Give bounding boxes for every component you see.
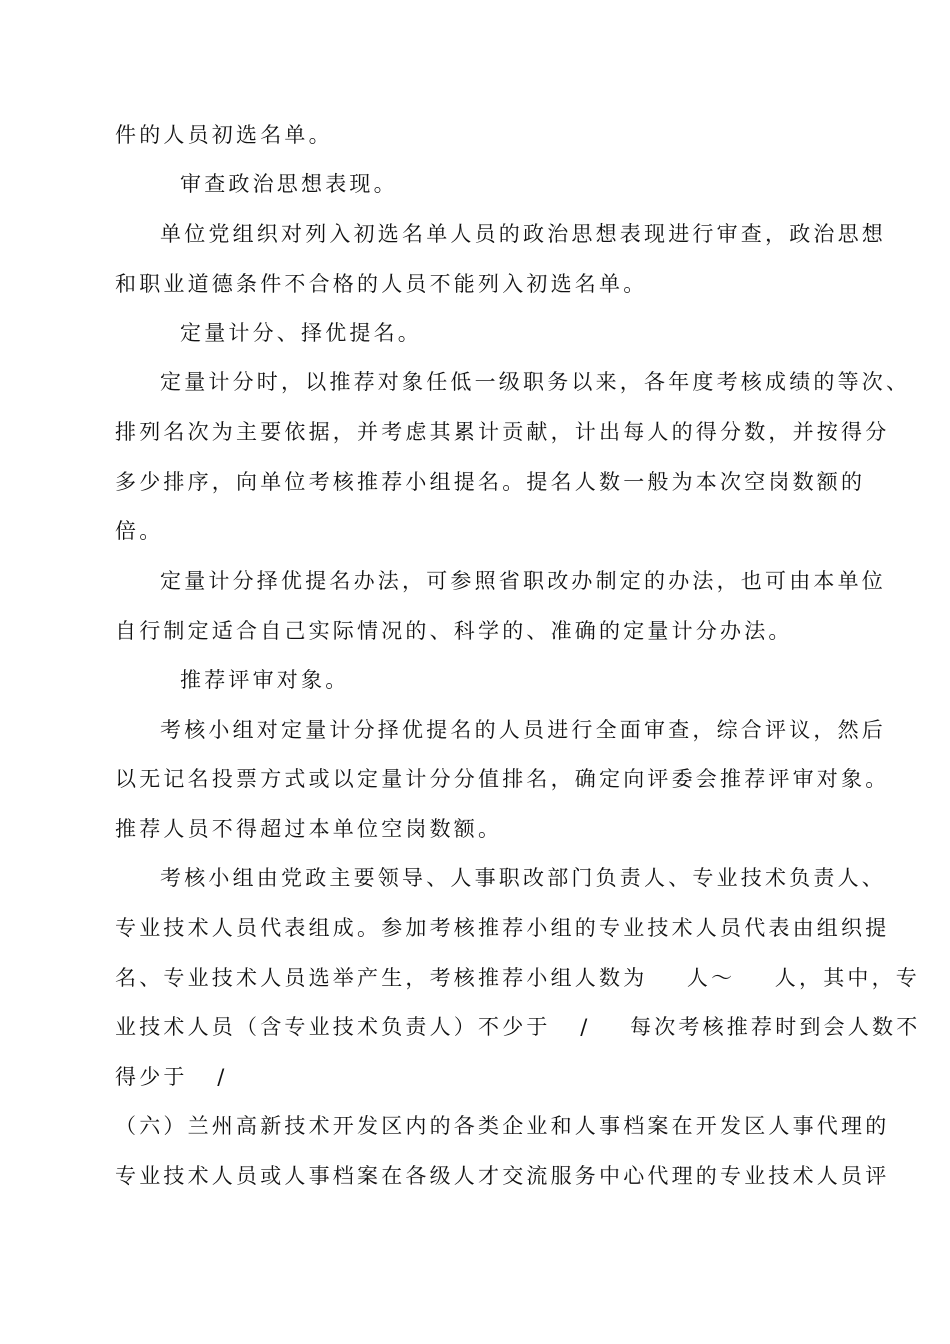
section-heading: 审查政治思想表现。 (180, 172, 398, 196)
text-line: 业技术人员（含专业技术负责人）不少于 / 每次考核推荐时到会人数不 (115, 1015, 921, 1039)
text-line: 自行制定适合自己实际情况的、科学的、准确的定量计分办法。 (115, 619, 793, 643)
section-heading: 推荐评审对象。 (180, 668, 350, 692)
text-line: 和职业道德条件不合格的人员不能列入初选名单。 (115, 272, 648, 296)
text-line: 专业技术人员代表组成。参加考核推荐小组的专业技术人员代表由组织提 (115, 916, 890, 940)
text-line: 排列名次为主要依据，并考虑其累计贡献，计出每人的得分数，并按得分 (115, 420, 890, 444)
text-line: 考核小组对定量计分择优提名的人员进行全面审查，综合评议，然后 (160, 718, 886, 742)
text-line: 得少于 / (115, 1065, 228, 1089)
text-line: 多少排序，向单位考核推荐小组提名。提名人数一般为本次空岗数额的 (115, 470, 866, 494)
text-line: 定量计分时，以推荐对象任低一级职务以来，各年度考核成绩的等次、 (160, 370, 911, 394)
text-line: 件的人员初选名单。 (115, 123, 333, 147)
text-line: （六）兰州高新技术开发区内的各类企业和人事档案在开发区人事代理的 (115, 1114, 890, 1138)
text-line: 倍。 (115, 519, 164, 543)
text-line: 推荐人员不得超过本单位空岗数额。 (115, 817, 503, 841)
text-line: 考核小组由党政主要领导、人事职改部门负责人、专业技术负责人、 (160, 866, 886, 890)
section-heading: 定量计分、择优提名。 (180, 321, 422, 345)
text-line: 单位党组织对列入初选名单人员的政治思想表现进行审查，政治思想 (160, 222, 886, 246)
text-line: 定量计分择优提名办法，可参照省职改办制定的办法，也可由本单位 (160, 569, 886, 593)
text-line: 以无记名投票方式或以定量计分分值排名，确定向评委会推荐评审对象。 (115, 767, 890, 791)
text-line: 专业技术人员或人事档案在各级人才交流服务中心代理的专业技术人员评 (115, 1164, 890, 1188)
text-line: 名、专业技术人员选举产生，考核推荐小组人数为 人～ 人，其中，专 (115, 966, 920, 990)
